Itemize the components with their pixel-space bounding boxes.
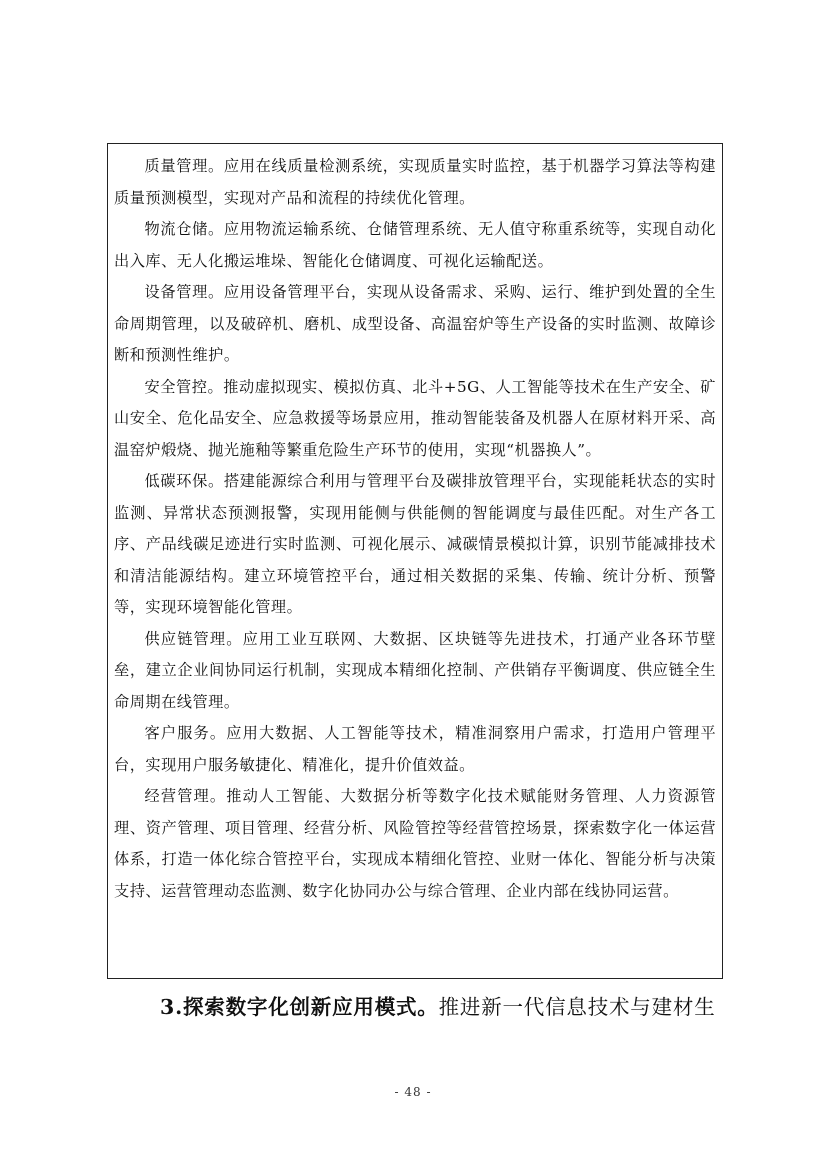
paragraph-heading: 供应链管理。 [144,629,243,648]
paragraph-text: 推动人工智能、大数据分析等数字化技术赋能财务管理、人力资源管理、资产管理、项目管理、经营分析、风险管控等经营管控场景，探索数字化一体运营体系，打造一体化综合管控平台，实现成本精细化管控、业财一体化、智能分析与决策支持、运营管理动态监测、数字化协同办公与综合管理、企业内部在线协同运营。 [114,787,717,900]
section-text: 推进新一代信息技术与建材生 [438,995,716,1019]
section-heading: 3.探索数字化创新应用模式。 [160,995,439,1019]
paragraph-text: 应用在线质量检测系统，实现质量实时监控，基于机器学习算法等构建质量预测模型，实现对产品和流程的持续优化管理。 [114,157,717,207]
paragraph-heading: 物流仓储。 [144,220,224,238]
paragraph-heading: 低碳环保。 [144,472,224,490]
paragraph-heading: 安全管控。 [144,377,224,396]
paragraph-supply-chain [114,624,716,719]
page-number: - 48 - [394,1085,432,1099]
paragraph-heading: 质量管理。 [144,157,224,175]
paragraph-heading: 设备管理。 [144,283,224,301]
paragraph-operations [114,781,716,907]
section-heading-line [160,983,740,1031]
paragraph-text: 应用物流运输系统、仓储管理系统、无人值守称重系统等，实现自动化出入库、无人化搬运堆垛、智能化仓储调度、可视化运输配送。 [114,220,717,270]
paragraph-text: 应用大数据、人工智能等技术，精准洞察用户需求，打造用户管理平台，实现用户服务敏捷化、精准化，提升价值效益。 [114,724,717,774]
paragraph-text: 推动虚拟现实、模拟仿真、北斗+5G、人工智能等技术在生产安全、矿山安全、危化品安全、应急救援等场景应用，推动智能装备及机器人在原材料开采、高温窑炉煅烧、抛光施釉等繁重危险生产环节的使用，实现“机器换人”。 [114,377,716,459]
paragraph-quality [114,151,716,214]
paragraph-equipment [114,277,716,372]
paragraph-heading: 客户服务。 [144,724,227,742]
paragraph-text: 应用设备管理平台，实现从设备需求、采购、运行、维护到处置的全生命周期管理，以及破碎机、磨机、成型设备、高温窑炉等生产设备的实时监测、故障诊断和预测性维护。 [114,283,717,364]
content-box [107,143,723,979]
paragraph-logistics [114,214,716,277]
paragraph-low-carbon [114,466,716,624]
paragraph-heading: 经营管理。 [144,787,227,805]
paragraph-customer-service [114,718,716,781]
paragraph-text: 搭建能源综合利用与管理平台及碳排放管理平台，实现能耗状态的实时监测、异常状态预测报警，实现用能侧与供能侧的智能调度与最佳匹配。对生产各工序、产品线碳足迹进行实时监测、可视化展示、减碳情景模拟计算，识别节能减排技术和清洁能源结构。建立环境管控平台，通过相关数据的采集、传输、统计分析、预警等，实现环境智能化管理。 [114,472,717,616]
paragraph-text: 应用工业互联网、大数据、区块链等先进技术，打通产业各环节壁垒，建立企业间协同运行机制，实现成本精细化控制、产供销存平衡调度、供应链全生命周期在线管理。 [114,629,717,711]
paragraph-safety [114,372,716,467]
